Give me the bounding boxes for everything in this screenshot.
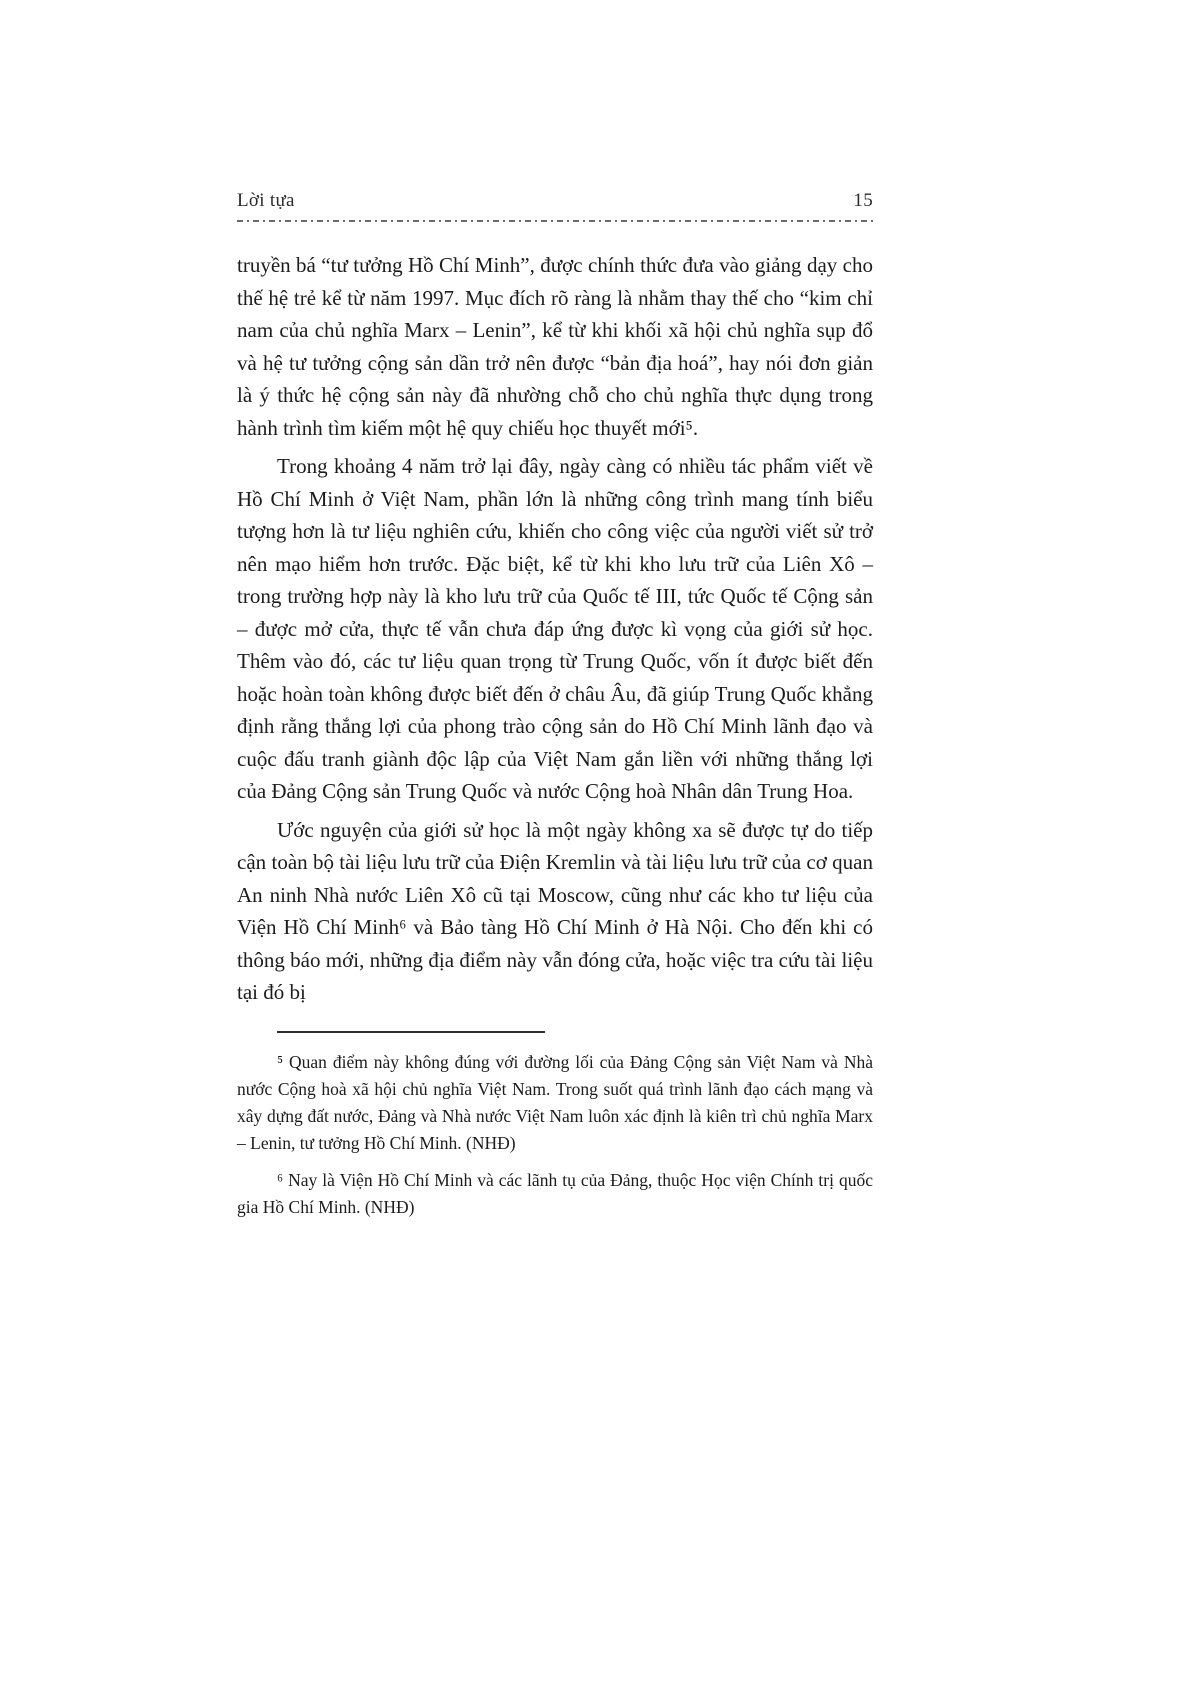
page-header — [237, 190, 873, 212]
footnotes — [237, 1049, 873, 1221]
body-text — [237, 249, 873, 1009]
paragraph: Trong khoảng 4 năm trở lại đây, ngày càng có nhiều tác phẩm viết về Hồ Chí Minh ở Việt Nam, phần lớn là những công trình mang tính biểu tượng hơn là tư liệu nghiên cứu, khiến cho công việc của người viết sử trở nên mạo hiểm hơn trước. Đặc biệt, kể từ khi kho lưu trữ của Liên Xô – trong trường hợp này là kho lưu trữ của Quốc tế III, tức Quốc tế Cộng sản – được mở cửa, thực tế vẫn chưa đáp ứng được kì vọng của giới sử học. Thêm vào đó, các tư liệu quan trọng từ Trung Quốc, vốn ít được biết đến hoặc hoàn toàn không được biết đến ở châu Âu, đã giúp Trung Quốc khẳng định rằng thắng lợi của phong trào cộng sản do Hồ Chí Minh lãnh đạo và cuộc đấu tranh giành độc lập của Việt Nam gắn liền với những thắng lợi của Đảng Cộng sản Trung Quốc và nước Cộng hoà Nhân dân Trung Hoa. — [237, 454, 873, 803]
footnote: ⁵ Quan điểm này không đúng với đường lối của Đảng Cộng sản Việt Nam và Nhà nước Cộng hoà xã hội chủ nghĩa Việt Nam. Trong suốt quá trình lãnh đạo cách mạng và xây dựng đất nước, Đảng và Nhà nước Việt Nam luôn xác định là kiên trì chủ nghĩa Marx – Lenin, tư tưởng Hồ Chí Minh. (NHĐ) — [237, 1051, 873, 1153]
page-number: 15 — [853, 190, 873, 211]
page-content — [237, 190, 873, 1231]
footnote-rule — [277, 1031, 545, 1033]
running-title: Lời tựa — [237, 190, 295, 211]
paragraph: truyền bá “tư tưởng Hồ Chí Minh”, được chính thức đưa vào giảng dạy cho thế hệ trẻ kể từ năm 1997. Mục đích rõ ràng là nhằm thay thế cho “kim chỉ nam của chủ nghĩa Marx – Lenin”, kể từ khi khối xã hội chủ nghĩa sụp đổ và hệ tư tưởng cộng sản dần trở nên được “bản địa hoá”, hay nói đơn giản là ý thức hệ cộng sản này đã nhường chỗ cho chủ nghĩa thực dụng trong hành trình tìm kiếm một hệ quy chiếu học thuyết mới⁵. — [237, 253, 873, 440]
header-rule — [237, 220, 873, 222]
footnote: ⁶ Nay là Viện Hồ Chí Minh và các lãnh tụ của Đảng, thuộc Học viện Chính trị quốc gia Hồ Chí Minh. (NHĐ) — [237, 1169, 873, 1217]
paragraph: Ước nguyện của giới sử học là một ngày không xa sẽ được tự do tiếp cận toàn bộ tài liệu lưu trữ của Điện Kremlin và tài liệu lưu trữ của cơ quan An ninh Nhà nước Liên Xô cũ tại Moscow, cũng như các kho tư liệu của Viện Hồ Chí Minh⁶ và Bảo tàng Hồ Chí Minh ở Hà Nội. Cho đến khi có thông báo mới, những địa điểm này vẫn đóng cửa, hoặc việc tra cứu tài liệu tại đó bị — [237, 817, 873, 1004]
